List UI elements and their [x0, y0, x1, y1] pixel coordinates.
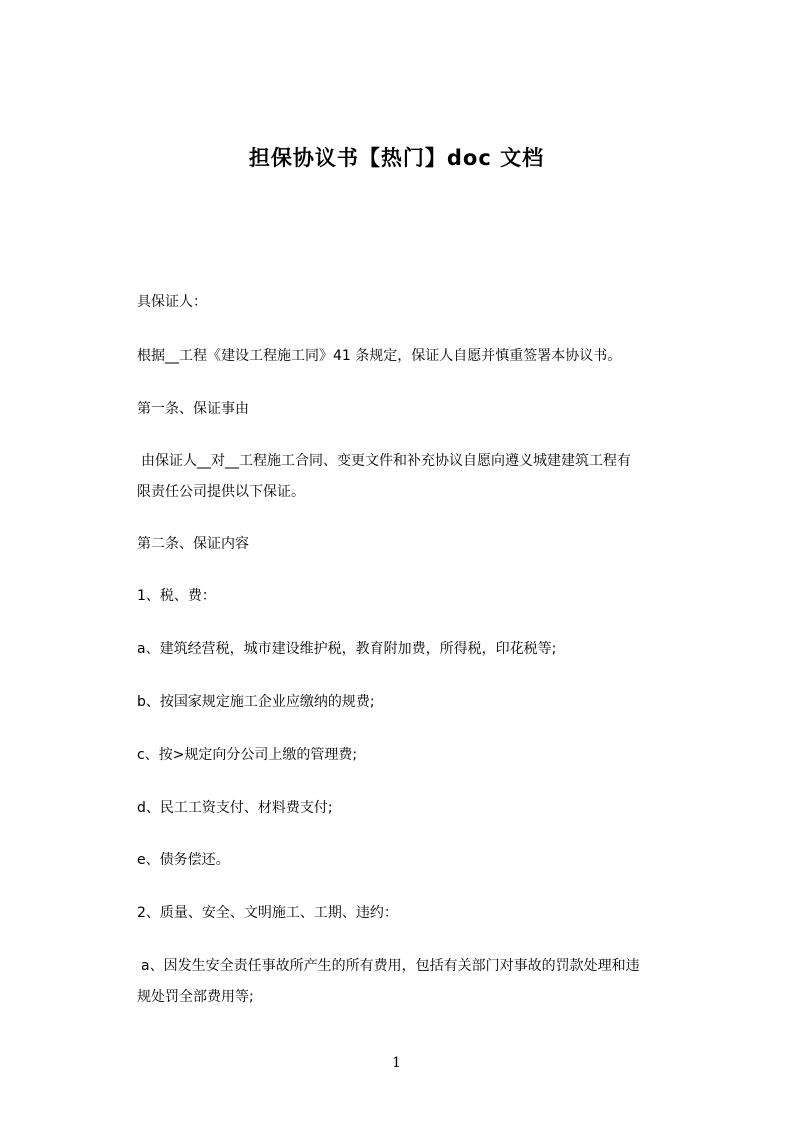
paragraph-reason-line-2: 限责任公司提供以下保证。 [137, 484, 305, 500]
paragraph-reason-line-1: 由保证人__对__工程施工合同、变更文件和补充协议自愿向遵义城建建筑工程有 [141, 453, 631, 469]
document-title: 担保协议书【热门】doc 文档 [248, 146, 545, 170]
page-number: 1 [392, 1055, 401, 1071]
item-e-debt: e、债务偿还。 [137, 852, 230, 868]
item-c-management-fee: c、按>规定向分公司上缴的管理费; [137, 747, 358, 763]
paragraph-basis: 根据__工程《建设工程施工同》41 条规定，保证人自愿并慎重签署本协议书。 [137, 348, 622, 364]
item-quality-safety: 2、质量、安全、文明施工、工期、违约： [137, 905, 398, 921]
article-one-heading: 第一条、保证事由 [137, 401, 249, 417]
item-taxes-fees: 1、税、费： [137, 588, 216, 604]
item-a-accident-line-1: a、因发生安全责任事故所产生的所有费用，包括有关部门对事故的罚款处理和违 [141, 958, 640, 974]
item-d-wages: d、民工工资支付、材料费支付; [137, 800, 333, 816]
item-a-taxes: a、建筑经营税，城市建设维护税，教育附加费，所得税，印花税等; [137, 641, 557, 657]
item-b-fees: b、按国家规定施工企业应缴纳的规费; [137, 694, 375, 710]
article-two-heading: 第二条、保证内容 [137, 536, 249, 552]
item-a-accident-line-2: 规处罚全部费用等; [137, 989, 254, 1005]
paragraph-guarantor: 具保证人： [137, 294, 207, 310]
